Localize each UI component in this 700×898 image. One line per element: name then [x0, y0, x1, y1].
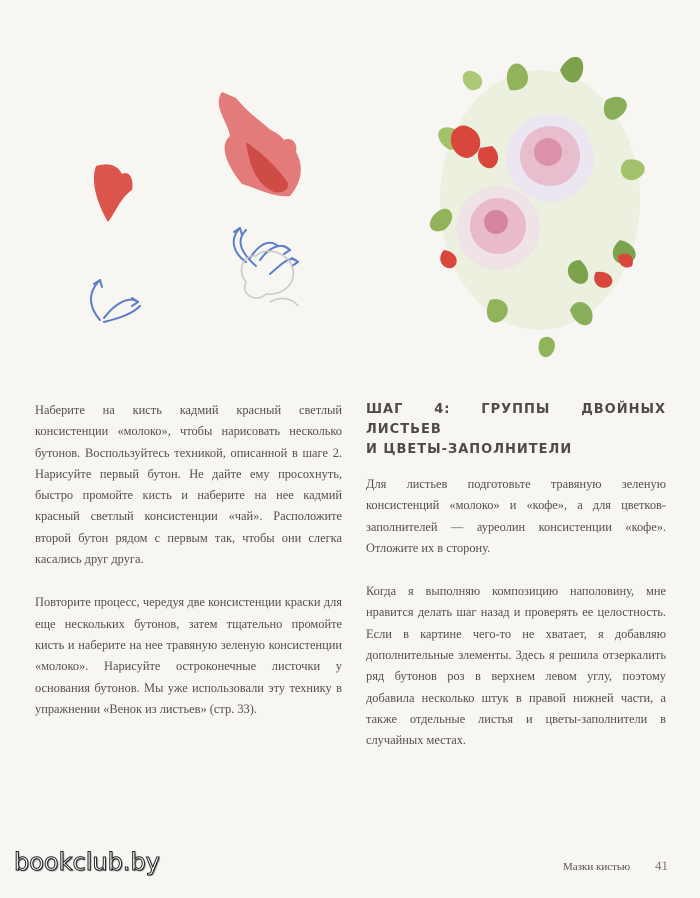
step-heading: [366, 400, 666, 460]
rose-upper: [506, 114, 594, 202]
single-bud-arrows: [91, 280, 140, 322]
step-heading-line-1: ШАГ 4: ГРУППЫ ДВОЙНЫХ ЛИСТЬЕВ: [366, 402, 666, 437]
rose-bouquet-svg: [420, 30, 660, 370]
left-paragraph-2: Повторите процесс, чередуя две консистенции краски для еще нескольких бутонов, затем тщательно промойте кисть и наберите на нее травяную зеленую консистенции «молоко». Нарисуйте остроконечные листочки у основания бутонов. Мы уже использовали эту технику в упражнении «Венок из листьев» (стр. 33).: [35, 595, 342, 716]
right-paragraph-2: Когда я выполняю композицию наполовину, мне нравится делать шаг назад и проверять ее целостность. Если в картине чего-то не хватает, я добавляю дополнительные элементы. Здесь я решила отзеркалить ряд бутонов роз в верхнем левом углу, поэтому добавила несколько штук в правой нижней части, а также отдельные листья и цветы-заполнители в случайных местах.: [366, 584, 666, 748]
step-heading-line-2: И ЦВЕТЫ-ЗАПОЛНИТЕЛИ: [366, 442, 573, 457]
watermark: bookclub.by: [14, 848, 160, 876]
running-title: Мазки кистью: [563, 861, 631, 873]
page-number: 41: [655, 858, 668, 873]
rose-lower: [456, 186, 540, 270]
rose-bouquet-illustration: [420, 30, 660, 370]
right-paragraph-1: Для листьев подготовьте травяную зеленую консистенций «молоко» и «кофе», а для цветков-заполнителей — ауреолин консистенции «кофе». Отложите их в сторону.: [366, 477, 666, 555]
bud-technique-illustration: [60, 70, 360, 360]
bud-technique-svg: [60, 70, 360, 360]
left-text-column: [35, 400, 342, 742]
right-text-column: [366, 400, 666, 774]
single-bud-shape: [94, 164, 133, 222]
left-paragraph-1: Наберите на кисть кадмий красный светлый консистенции «молоко», чтобы нарисовать несколько бутонов. Воспользуйтесь техникой, описанной в шаге 2. Нарисуйте первый бутон. Не дайте ему просохнуть, быстро промойте кисть и наберите на нее кадмий красный светлый консистенции «чай». Расположите второй бутон рядом с первым так, чтобы они слегка касались друг друга.: [35, 403, 342, 567]
